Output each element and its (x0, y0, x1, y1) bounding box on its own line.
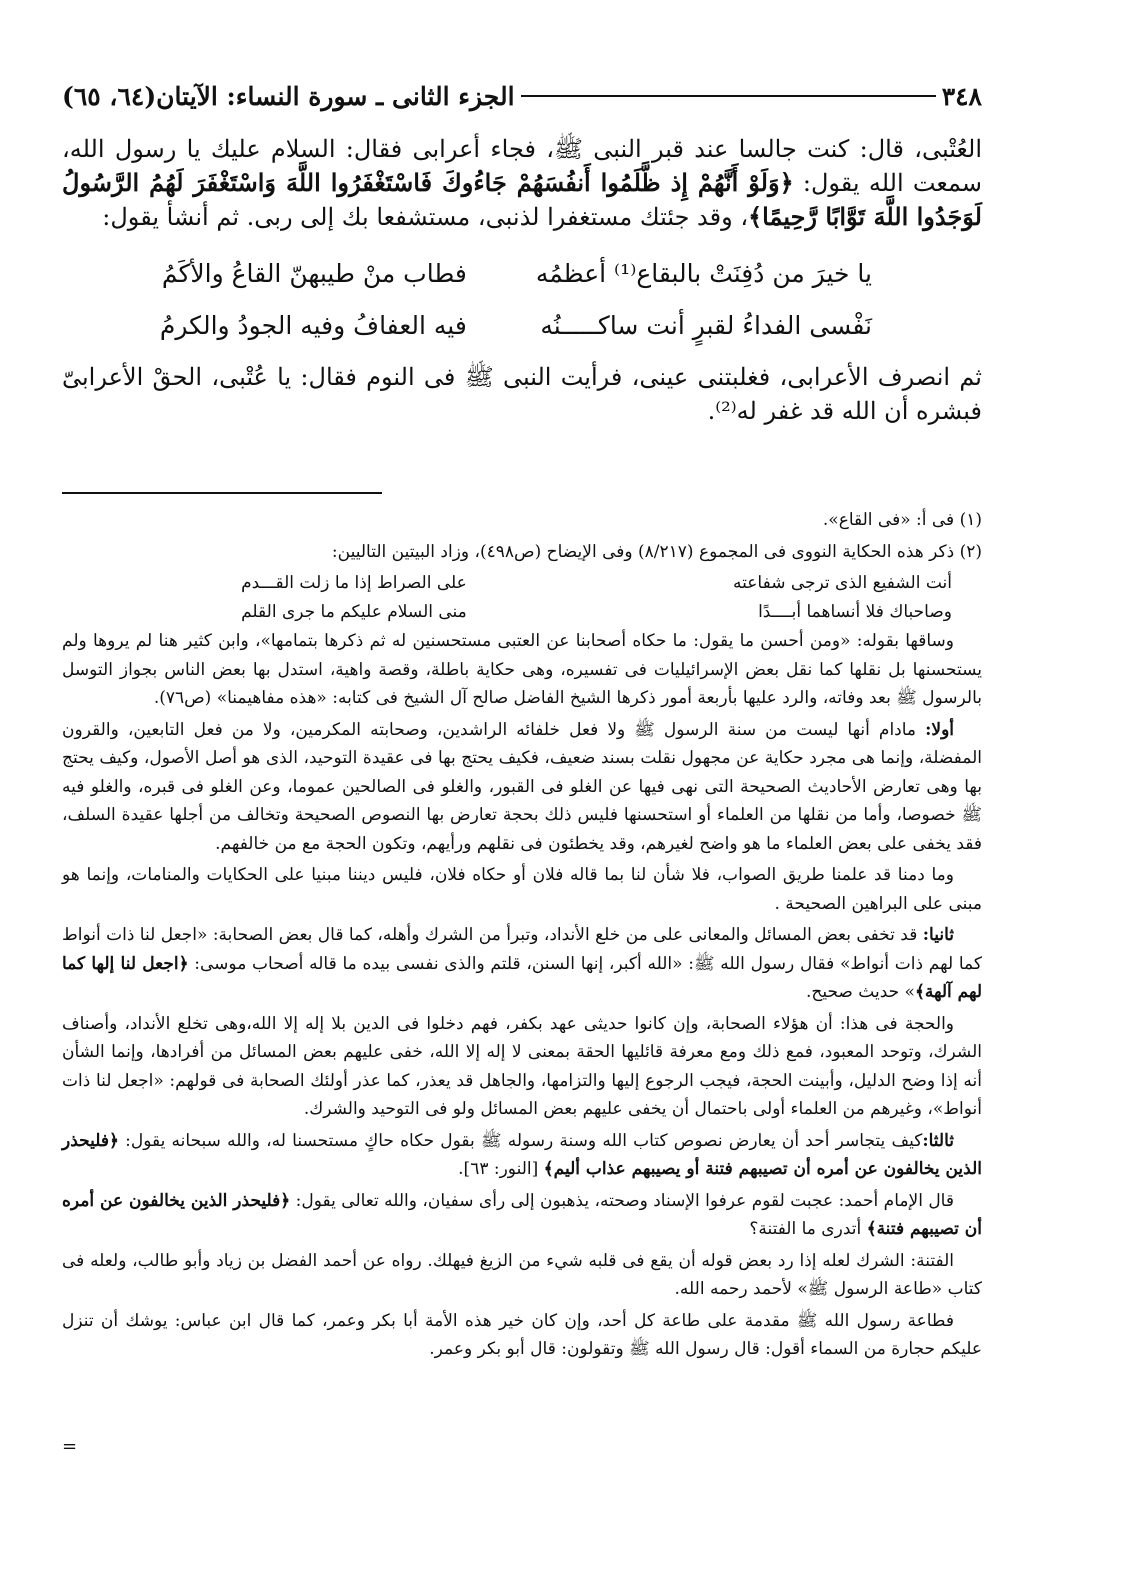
text-run: كيف يتجاسر أحد أن يعارض نصوص كتاب الله وسنة رسوله ﷺ بقول حكاه حاكٍ مستحسنا له، والله سبحانه يقول: (118, 1130, 923, 1151)
page-number: ٣٤٨ (941, 81, 982, 111)
hemistich-first: وصاحباك فلا أنساهما أبــــدًا (758, 602, 952, 623)
footnote-paragraph: وما دمنا قد علمنا طريق الصواب، فلا شأن لنا بما قاله فلان أو حكاه فلان، فليس ديننا مبنيا على الحكايات والمنامات، وإنما هو مبنى على البراهين الصحيحة . (62, 865, 982, 914)
paragraph: ثم انصرف الأعرابى، فغلبتنى عينى، فرأيت النبى ﷺ فى النوم فقال: يا عُتْبى، الحقْ الأعرابىّ فبشره أن الله قد غفر له⁽²⁾. (62, 363, 982, 425)
quran-verse: ﴿اجعل لنا إلها كما لهم آلهة﴾ (62, 953, 982, 1002)
hemistich-first: نَفْسى الفداءُ لقبرٍ أنت ساكـــــنُه (540, 311, 872, 340)
footnote-2: (٢) ذكر هذه الحكاية النووى فى المجموع (٨/٢١٧) وفى الإيضاح (ص٤٩٨)، وزاد البيتين التاليين: (331, 541, 982, 562)
footnote-paragraph (62, 1187, 982, 1244)
footnote-paragraph (62, 1127, 982, 1184)
hemistich-first: أنت الشفيع الذى ترجى شفاعته (733, 573, 952, 594)
paragraph (62, 132, 982, 234)
quran-verse: ﴿فليحذر الذين يخالفون عن أمره أن تصيبهم فتنة﴾ (62, 1190, 982, 1239)
text-run: مادام أنها ليست من سنة الرسول ﷺ ولا فعل خلفائه الراشدين، وصحابته المكرمين، ولا من فعل التابعين، والقرون المفضلة، وإنما هى مجرد حكاية عن مجهول نقلت بسند ضعيف، فكيف يحتج بها فى عقيدة التوحيد، الذى هو أصل الأصول، وكيف يحتج بها وهى تعارض الأحاديث الصحيحة التى نهى فيها عن الغلو فى القبور، والغلو فى الصالحين عموما، وعن الغلو فى قبره، والغلو فيه ﷺ خصوصا، وأما من نقلها من العلماء أو استحسنها فليس ذلك بحجة تعارض بها النصوص الصحيحة وتخالف من أجلها عقيدة السلف، فقد يخفى على بعض العلماء ما هو واضح لغيرهم، وقد يخطئون فى نقلهم ورأيهم، وتكون الحجة مع من خالفهم. (62, 719, 982, 854)
footnote-paragraph: والحجة فى هذا: أن هؤلاء الصحابة، وإن كانوا حديثى عهد بكفر، فهم دخلوا فى الدين بلا إله إلا الله،وهى تخلع الأنداد، وأصناف الشرك، وتوحد المعبود، فمع ذلك ومع معرفة قائليها الحقة بمعنى لا إله إلا الله، خفى عليهم بعض المسائل من أفرادها، وإنما الشأن أنه إذا وضح الدليل، وأبينت الحجة، فيجب الرجوع إليها والتزامها، والجاهل قد يعذر، كما عذر أولئك الصحابة فى قولهم: «اجعل لنا ذات أنواط»، وغيرهم من العلماء أولى باحتمال أن يخفى عليهم بعض المسائل ولو فى التوحيد والشرك. (62, 1013, 982, 1119)
footnote-paragraph (62, 716, 982, 859)
footnote-1: (١) فى أ: «فى القاع». (822, 510, 982, 530)
footnote-poem-verse (62, 569, 982, 598)
main-text (62, 132, 982, 428)
text-run: قال الإمام أحمد: عجبت لقوم عرفوا الإسناد وصحته، يذهبون إلى رأى سفيان، والله تعالى يقول: (290, 1190, 954, 1211)
continuation-mark: = (62, 1436, 78, 1457)
footnote-poem-verse (62, 598, 982, 627)
footnote-separator (62, 492, 382, 494)
text-run: [النور: ٦٣]. (458, 1159, 544, 1179)
point-label: أولا: (925, 719, 954, 740)
poem-verse (62, 300, 982, 352)
poem (62, 248, 982, 352)
point-label: ثالثا: (922, 1130, 954, 1151)
hemistich-first: يا خيرَ من دُفِنَتْ بالبقاع⁽¹⁾ أعظمُه (535, 259, 872, 288)
quran-verse: ﴿فليحذر الذين يخالفون عن أمره أن تصيبهم فتنة أو يصيبهم عذاب أليم﴾ (62, 1130, 982, 1179)
text-run: أتدرى ما الفتنة؟ (749, 1219, 867, 1239)
footnote-paragraph: الفتنة: الشرك لعله إذا رد بعض قوله أن يقع فى قلبه شيء من الزيغ فيهلك. رواه عن أحمد الفضل بن زياد وأبو طالب، ولعله فى كتاب «طاعة الرسول ﷺ» لأحمد رحمه الله. (62, 1250, 982, 1299)
footnotes (62, 506, 982, 1367)
footnote-paragraph: فطاعة رسول الله ﷺ مقدمة على طاعة كل أحد، وإن كان خير هذه الأمة أبا بكر وعمر، كما قال ابن عباس: يوشك أن تنزل عليكم حجارة من السماء أقول: قال رسول الله ﷺ وتقولون: قال أبو بكر وعمر. (62, 1310, 982, 1359)
text-run: ، وقد جئتك مستغفرا لذنبى، مستشفعا بك إلى ربى. ثم أنشأ يقول: (102, 203, 749, 231)
hemistich-second: فطاب منْ طيبهنّ القاعُ والأكَمُ (161, 259, 467, 288)
text-run: » حديث صحيح. (805, 982, 915, 1002)
poem-verse (62, 248, 982, 300)
running-title: الجزء الثانى ـ سورة النساء: الآيتان(٦٤، ٦٥) (62, 81, 515, 111)
footnote-paragraph (62, 921, 982, 1007)
quran-verse: ﴿وَلَوْ أَنَّهُمْ إِذ ظَّلَمُوا أَنفُسَهُمْ جَاءُوكَ فَاسْتَغْفَرُوا اللَّهَ وَاسْتَغْفَرَ لَهُمُ الرَّسُولُ لَوَجَدُوا اللَّهَ تَوَّابًا رَّحِيمًا﴾ (62, 168, 982, 231)
text-run: العُتْبى، قال: كنت جالسا عند قبر النبى ﷺ، فجاء أعرابى فقال: السلام عليك يا رسول الله، سمعت الله يقول: (62, 135, 982, 197)
page-header (62, 76, 982, 116)
hemistich-second: منى السلام عليكم ما جرى القلم (241, 602, 467, 623)
point-label: ثانيا: (922, 925, 954, 945)
footnote-paragraph: وساقها بقوله: «ومن أحسن ما يقول: ما حكاه أصحابنا عن العتبى مستحسنين له ثم ذكرها بتمامها»، وابن كثير هنا لم يروها ولم يستحسنها بل نقلها كما نقل بعض الإسرائيليات فى تفسيره، وهى حكاية باطلة، وقصة واهية، استدل بها بعض الناس بجواز التوسل بالرسول ﷺ بعد وفاته، والرد عليها بأربعة أمور ذكرها الشيخ الفاضل صالح آل الشيخ فى كتابه: «هذه مفاهيمنا» (ص٧٦). (62, 631, 982, 708)
header-rule (521, 95, 936, 97)
hemistich-second: فيه العفافُ وفيه الجودُ والكرمُ (159, 311, 467, 340)
text-run: قد تخفى بعض المسائل والمعانى على من خلع الأنداد، وتبرأ من الشرك وأهله، كما قال بعض الصحابة: «اجعل لنا ذات أنواط كما لهم ذات أنواط» فقال رسول الله ﷺ: «الله أكبر، إنها السنن، قلتم والذى نفسى بيده ما قاله أصحاب موسى: (62, 925, 982, 974)
hemistich-second: على الصراط إذا ما زلت القـــدم (241, 573, 467, 594)
